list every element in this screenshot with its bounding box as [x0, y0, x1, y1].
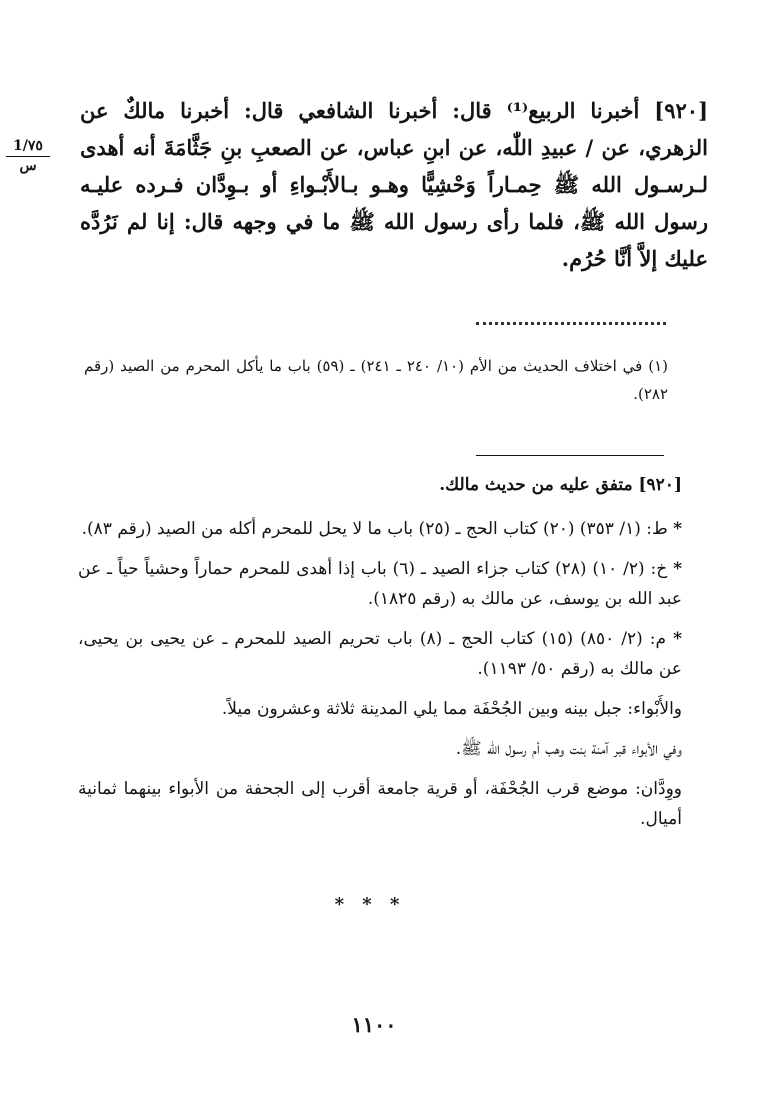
section-end-stars: * * *	[334, 894, 406, 915]
takhrij-section	[78, 470, 682, 844]
margin-reference-number: 1/٧٥	[6, 138, 50, 157]
margin-page-reference	[6, 138, 50, 174]
hadith-paragraph: [٩٢٠] أخبرنا الربيع⁽¹⁾ قال: أخبرنا الشافعي قال: أخبرنا مالكٌ عن الزهري، عن / عبيدِ اللّٰه، عن ابنِ عباس، عن الصعبِ بنِ جَثَّامَةَ أنه أهدى لـرسـول الله ﷺ حِمـاراً وَحْشِيًّا وهـو بـالأَبْـواءِ أو بـوِدَّان فـرده عليـه رسول الله ﷺ، فلما رأى رسول الله ﷺ ما في وجهه قال: إنا لم نَرُدَّه عليك إلاَّ أنَّا حُرُم.	[80, 98, 708, 271]
takhrij-item	[78, 624, 682, 684]
takhrij-separator	[476, 455, 664, 456]
footnote	[84, 352, 668, 408]
page-number: ١١٠٠	[351, 1012, 397, 1037]
takhrij-item-text: خ: (٢/ ١٠) (٢٨) كتاب جزاء الصيد ـ (٦) باب إذا أهدى للمحرم حماراً وحشياً حياً ـ عن عبد الله بن يوسف، عن مالك به (رقم ١٨٢٥).	[78, 559, 682, 609]
takhrij-item	[78, 554, 682, 614]
gloss-note: ووِدَّان: موضع قرب الجُحْفَة، أو قرية جامعة أقرب إلى الجحفة من الأبواء بينهما ثمانية أميال.	[78, 779, 682, 829]
star-bullet-icon: *	[673, 519, 682, 539]
margin-reference-letter: س	[19, 158, 37, 174]
takhrij-item-text: ط: (١/ ٣٥٣) (٢٠) كتاب الحج ـ (٢٥) باب ما لا يحل للمحرم أكله من الصيد (رقم ٨٣).	[81, 519, 668, 539]
gloss-note: والأَبْواء: جبل بينه وبين الجُحْفَة مما يلي المدينة ثلاثة وعشرون ميلاً.	[221, 699, 682, 719]
takhrij-item-text: م: (٢/ ٨٥٠) (١٥) كتاب الحج ـ (٨) باب تحريم الصيد للمحرم ـ عن يحيى بن يحيى، عن مالك به (رقم ٥٠/ ١١٩٣).	[78, 629, 682, 679]
footnote-text: (١) في اختلاف الحديث من الأم (١٠/ ٢٤٠ ـ ٢٤١) ـ (٥٩) باب ما يأكل المحرم من الصيد (رقم ٢٨٢).	[84, 357, 668, 403]
star-bullet-icon: *	[673, 559, 682, 579]
star-bullet-icon: *	[673, 629, 682, 649]
takhrij-item	[78, 514, 682, 544]
takhrij-heading: [٩٢٠] متفق عليه من حديث مالك.	[439, 475, 682, 495]
hadith-text	[80, 92, 708, 277]
footnote-separator	[476, 322, 666, 325]
gloss-note: وفي الأبواء قبر آمنة بنت وهب أم رسول الله ﷺ.	[455, 739, 682, 759]
